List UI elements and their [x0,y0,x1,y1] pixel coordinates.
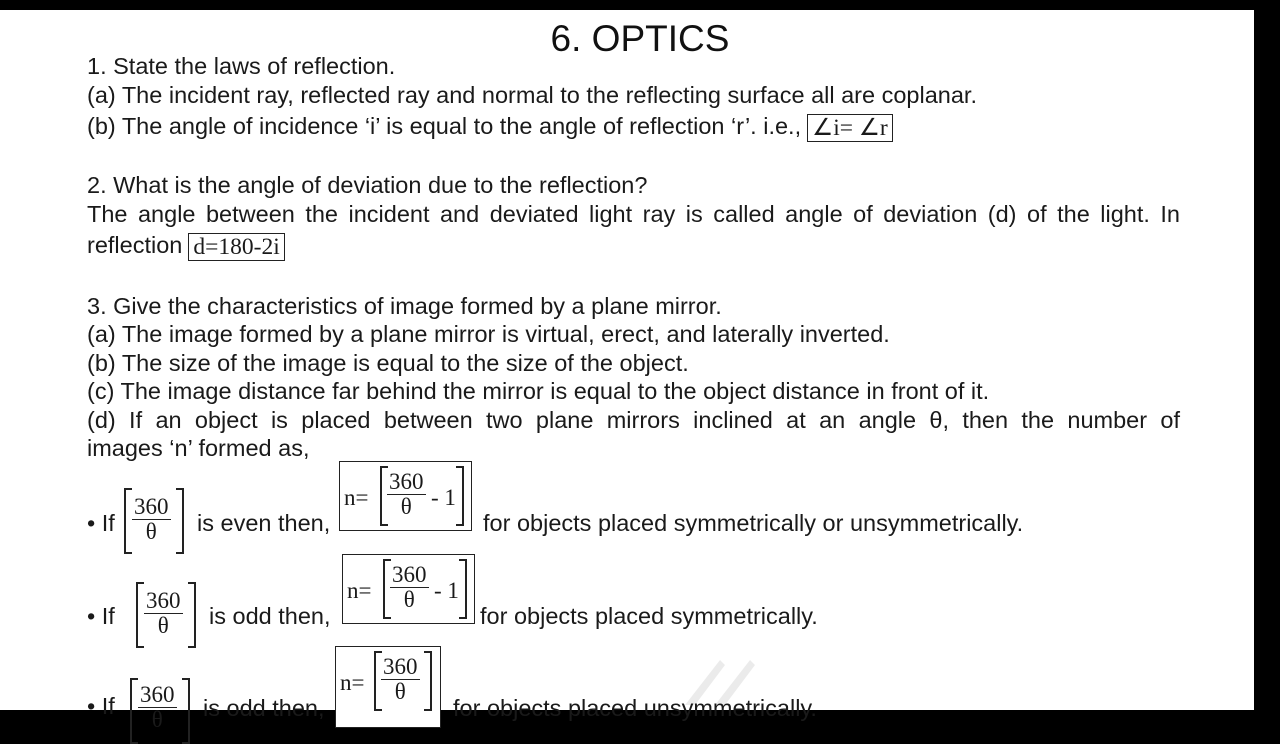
bracket-left [130,678,138,744]
fraction-360-theta: $\frac{360}{\theta}$ [392,562,427,612]
bracket-right [182,678,190,744]
answer-3c: (c) The image distance far behind the mirror is equal to the object distance in front of it. [87,378,990,404]
answer-3a: (a) The image formed by a plane mirror is virtual, erect, and laterally inverted. [87,321,890,347]
watermark-logo [680,650,760,710]
answer-2-line2 [87,232,285,261]
case-even-condition: is even then, [197,510,331,536]
case-odd-sym-lead: • If [87,603,115,629]
answer-2-text: reflection [87,232,183,258]
question-2: 2. What is the angle of deviation due to the reflection? [87,172,648,198]
answer-1b [87,113,893,142]
bracket-right [456,466,464,526]
fraction-360-theta: $\frac{360}{\theta}$ [146,588,181,638]
bracket-right [176,488,184,554]
question-3: 3. Give the characteristics of image formed by a plane mirror. [87,293,722,319]
case-even-lead: • If [87,510,115,536]
case-odd-sym-condition: is odd then, [209,603,331,629]
formula-box-n-odd-sym: n= $\frac{360}{\theta}$ - 1 [342,554,475,624]
answer-3d-line1: (d) If an object is placed between two plane mirrors inclined at an angle θ, then the number of [87,407,1180,433]
answer-3b: (b) The size of the image is equal to the size of the object. [87,350,689,376]
question-1: 1. State the laws of reflection. [87,53,396,79]
case-odd-unsym-condition: is odd then, [203,695,325,721]
document-page [0,10,1254,732]
bracket-right [188,582,196,648]
bracket-left [124,488,132,554]
answer-1a: (a) The incident ray, reflected ray and normal to the reflecting surface all are coplanar. [87,82,977,108]
formula-box-i-equals-r: ∠i= ∠r [807,114,893,142]
formula-box-n-odd-unsym: n= $\frac{360}{\theta}$ [335,646,441,728]
answer-1b-text: (b) The angle of incidence ‘i’ is equal to the angle of reflection ‘r’. i.e., [87,113,802,139]
bracket-left [136,582,144,648]
formula-box-n-even: n= $\frac{360}{\theta}$ - 1 [339,461,472,531]
formula-box-deviation: d=180-2i [188,233,284,261]
answer-2-line1: The angle between the incident and deviated light ray is called angle of deviation (d) of the light. In [87,201,1180,227]
fraction-360-theta: $\frac{360}{\theta}$ [389,469,424,519]
fraction-360-theta: $\frac{360}{\theta}$ [383,654,418,704]
case-odd-sym-tail: for objects placed symmetrically. [480,603,818,629]
case-odd-unsym-tail: for objects placed unsymmetrically. [453,695,817,721]
fraction-360-theta: $\frac{360}{\theta}$ [134,494,169,544]
fraction-360-theta: $\frac{360}{\theta}$ [140,682,175,732]
answer-3d-line2: images ‘n’ formed as, [87,435,310,461]
bracket-right [424,651,432,711]
case-odd-unsym-lead: • If [87,693,115,719]
case-even-tail: for objects placed symmetrically or unsymmetrically. [483,510,1024,536]
page-title: 6. OPTICS [550,18,730,59]
bracket-right [459,559,467,619]
